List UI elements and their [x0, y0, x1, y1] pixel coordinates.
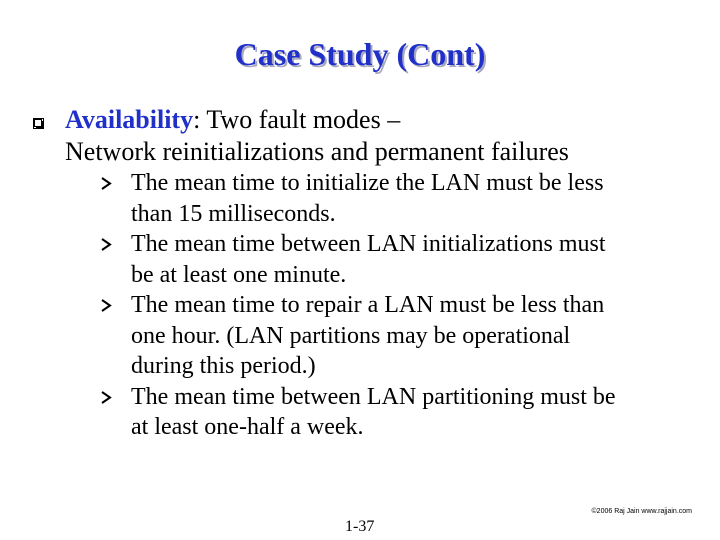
main-bullet-line: [65, 104, 705, 136]
copyright-notice: ©2006 Raj Jain www.rajjain.com: [591, 508, 692, 515]
sub-bullet-item: [0, 382, 720, 443]
main-bullet-continuation: Network reinitializations and permanent failures: [65, 137, 569, 166]
main-bullet: [65, 104, 705, 168]
arrow-bullet-icon: [101, 177, 112, 190]
sub-bullet-item: [0, 229, 720, 290]
slide-title: Case Study (Cont): [234, 36, 486, 72]
arrow-bullet-icon: [101, 391, 112, 404]
sub-bullet-text: The mean time to repair a LAN must be less than one hour. (LAN partitions may be operational during this period.): [131, 292, 605, 379]
availability-term: Availability: [65, 105, 194, 134]
arrow-bullet-icon: [101, 238, 112, 251]
sub-bullet-text: The mean time between LAN initializations must be at least one minute.: [131, 231, 606, 288]
sub-bullet-text: The mean time between LAN partitioning must be at least one-half a week.: [131, 383, 616, 440]
square-bullet-icon: [33, 118, 44, 129]
sub-bullet-item: [0, 290, 720, 382]
sub-bullet-item: [0, 168, 720, 229]
page-number: 1-37: [345, 518, 375, 535]
sub-bullet-list: [0, 168, 720, 443]
arrow-bullet-icon: [101, 299, 112, 312]
main-bullet-text: : Two fault modes –: [193, 105, 401, 134]
sub-bullet-text: The mean time to initialize the LAN must be less than 15 milliseconds.: [131, 170, 604, 227]
